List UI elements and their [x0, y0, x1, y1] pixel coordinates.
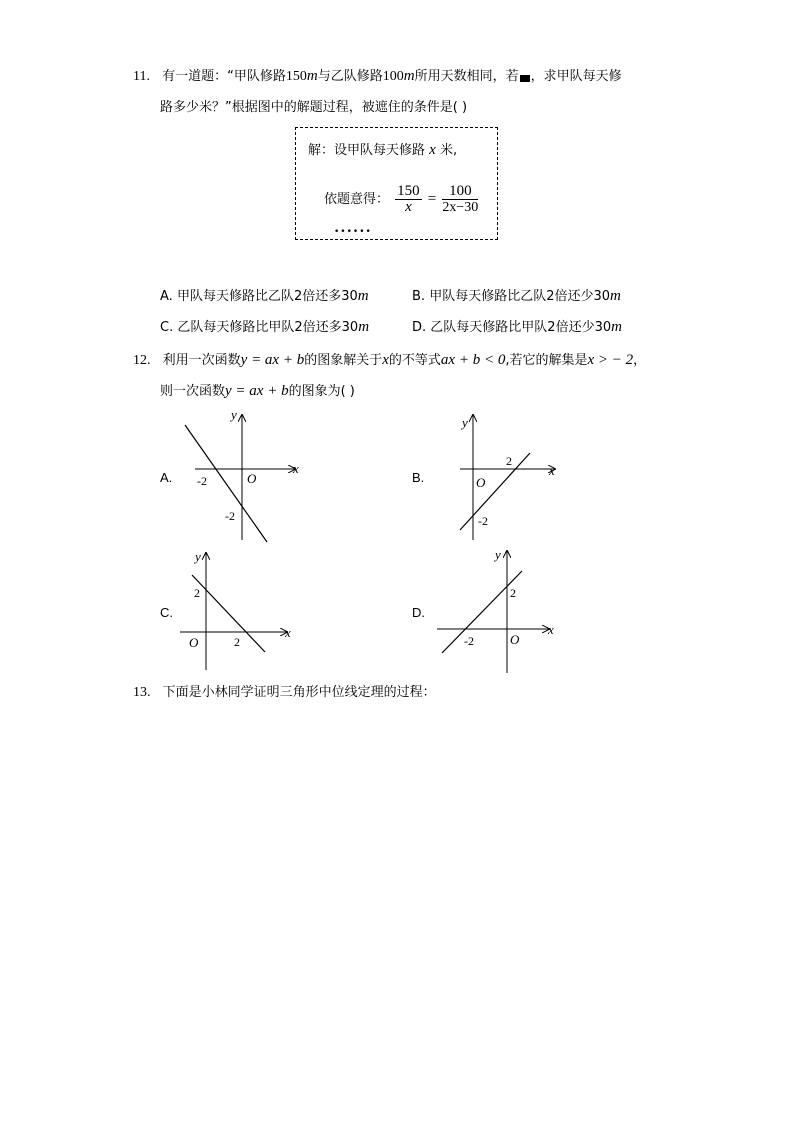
y-intercept-label: -2 [478, 514, 488, 528]
fraction-150-over-x: $\frac{150}{x}$ [397, 183, 420, 215]
math-inequality: ax + b < 0 [440, 352, 506, 368]
y-label: y [462, 415, 468, 430]
y-intercept-label: 2 [194, 586, 200, 600]
box-line1 [308, 140, 457, 161]
q11-line2: 路多少米？”根据图中的解题过程，被遮住的条件是( ) [160, 100, 468, 115]
q11-text-c: 所用天数相同，若 [414, 69, 519, 84]
math-solution-set: x > − 2 [587, 352, 634, 368]
x-label: x [549, 463, 555, 478]
box-line2 [324, 184, 480, 215]
graph-c[interactable] [175, 545, 300, 675]
y-intercept-label: 2 [510, 586, 516, 600]
q11-line1 [133, 66, 622, 87]
option-b[interactable]: B. 甲队每天修路比乙队2倍还少30m [412, 288, 621, 304]
box-text-a: 解：设甲队每天修路 [308, 143, 430, 158]
option-d[interactable]: D. 乙队每天修路比甲队2倍还少30m [412, 319, 622, 335]
y-intercept-label: -2 [225, 509, 235, 523]
graph-line [192, 575, 265, 652]
origin-label: O [510, 632, 520, 647]
option-c[interactable]: C. 乙队每天修路比甲队2倍还多30m [160, 319, 370, 335]
option-a[interactable]: A. 甲队每天修路比乙队2倍还多30m [160, 288, 369, 304]
box-equation-label: 依题意得： [324, 192, 390, 207]
graph-b-label[interactable]: B. [412, 470, 425, 485]
origin-label: O [189, 635, 199, 650]
q11-num-100: 100 [382, 69, 404, 84]
hidden-condition-block [520, 75, 530, 82]
box-var-x: x [429, 142, 436, 158]
q11-num-150: 150 [285, 69, 307, 84]
q13-text: 下面是小林同学证明三角形中位线定理的过程： [162, 685, 436, 700]
box-text-b: 米, [435, 143, 458, 158]
q12-line2: 则一次函数y = ax + b的图象为( ) [160, 383, 355, 399]
q11-text-d: ，求甲队每天修 [530, 69, 622, 84]
fraction-100-over-2x-30: $\frac{100}{2x-30}$ [442, 183, 479, 215]
y-label: y [195, 549, 201, 564]
y-label: y [231, 407, 237, 422]
origin-label: O [476, 475, 486, 490]
graph-b[interactable] [450, 405, 565, 545]
q13-line [133, 683, 436, 703]
box-dots: •••••• [334, 227, 372, 237]
x-intercept-label: 2 [506, 454, 512, 468]
graph-line [460, 453, 530, 530]
x-label: x [548, 622, 554, 637]
graph-d[interactable] [432, 545, 562, 680]
x-intercept-label: -2 [197, 474, 207, 488]
math-y-eq-ax-b: y = ax + b [240, 352, 305, 368]
equals-sign: = [427, 191, 437, 207]
q11-text-b: 与乙队修路 [317, 69, 383, 84]
y-label: y [495, 547, 501, 562]
q11-unit-m2: m [403, 68, 415, 84]
q12-number: 12. [133, 353, 151, 368]
x-intercept-label: 2 [234, 635, 240, 649]
q13-number: 13. [133, 685, 151, 700]
graph-c-label[interactable]: C. [160, 605, 173, 620]
q11-number: 11. [133, 69, 150, 84]
origin-label: O [247, 471, 257, 486]
q12-line1: 12. 利用一次函数y = ax + b的图象解关于x的不等式ax + b < 0,若它的解集是x > − 2， [133, 352, 647, 368]
x-label: x [293, 461, 299, 476]
q11-unit-m1: m [306, 68, 318, 84]
x-intercept-label: -2 [464, 634, 474, 648]
x-label: x [285, 625, 291, 640]
q11-text-a: 有一道题：“甲队修路 [162, 69, 286, 84]
graph-a[interactable] [175, 405, 305, 550]
solution-box [295, 127, 498, 240]
graph-d-label[interactable]: D. [412, 605, 425, 620]
graph-a-label[interactable]: A. [160, 470, 173, 485]
